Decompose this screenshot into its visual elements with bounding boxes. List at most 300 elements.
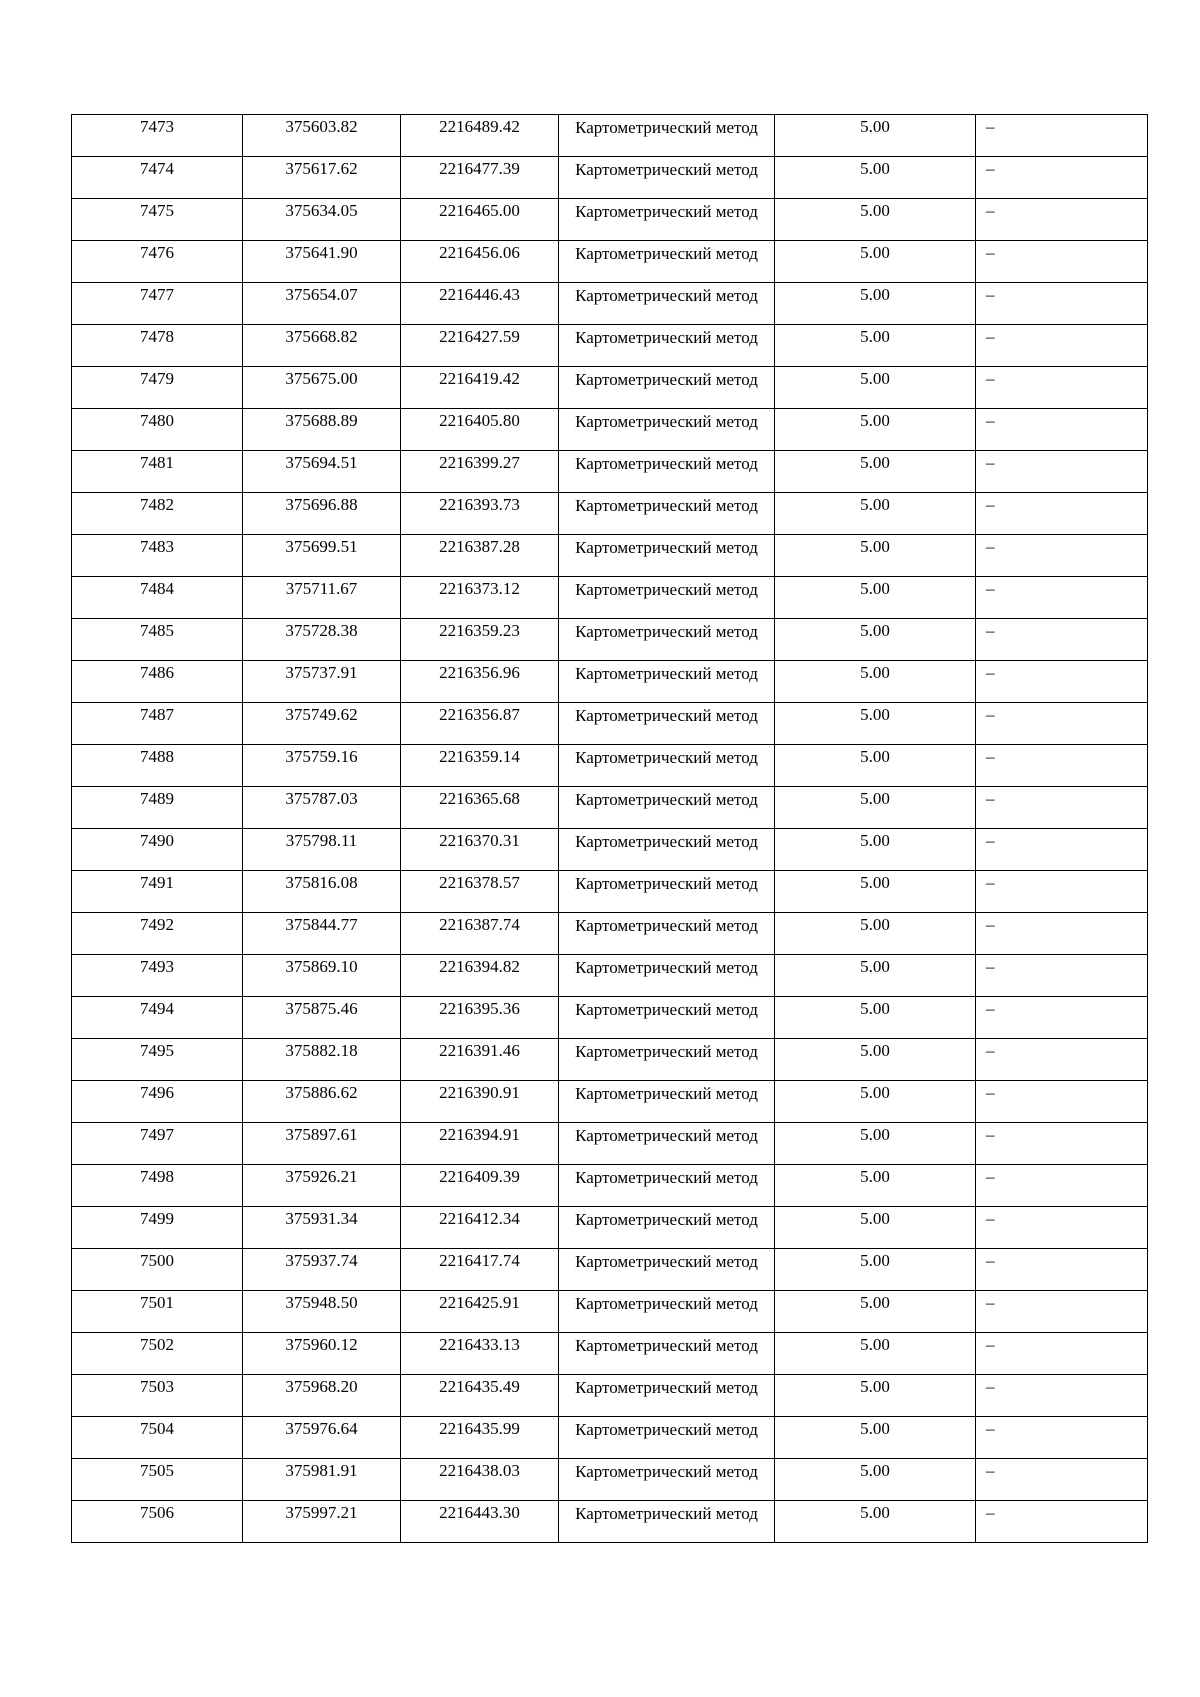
y-coordinate-cell <box>401 157 559 199</box>
accuracy: 5.00 <box>860 705 890 724</box>
accuracy: 5.00 <box>860 957 890 976</box>
x-coordinate: 375798.11 <box>285 831 358 850</box>
note-cell <box>976 577 1148 619</box>
x-coordinate: 375688.89 <box>285 411 358 430</box>
point-number: 7480 <box>140 411 174 430</box>
accuracy: 5.00 <box>860 243 890 262</box>
y-coordinate-cell <box>401 493 559 535</box>
y-coordinate-cell <box>401 1291 559 1333</box>
x-coordinate: 375997.21 <box>285 1503 358 1522</box>
method-cell <box>559 871 775 913</box>
method: Картометрический метод <box>575 1084 758 1103</box>
table-row <box>72 661 1148 703</box>
table-row <box>72 1123 1148 1165</box>
y-coordinate-cell <box>401 1165 559 1207</box>
table-row <box>72 619 1148 661</box>
x-coordinate: 375926.21 <box>285 1167 358 1186</box>
method: Картометрический метод <box>575 916 758 935</box>
y-coordinate: 2216435.99 <box>439 1419 520 1438</box>
x-coordinate: 375759.16 <box>285 747 358 766</box>
x-coordinate-cell <box>243 535 401 577</box>
method-cell <box>559 367 775 409</box>
y-coordinate-cell <box>401 787 559 829</box>
y-coordinate: 2216391.46 <box>439 1041 520 1060</box>
method: Картометрический метод <box>575 748 758 767</box>
x-coordinate: 375668.82 <box>285 327 358 346</box>
x-coordinate: 375603.82 <box>285 117 358 136</box>
table-row <box>72 745 1148 787</box>
note: – <box>986 1419 995 1438</box>
note-cell <box>976 829 1148 871</box>
y-coordinate: 2216443.30 <box>439 1503 520 1522</box>
point-number: 7504 <box>140 1419 174 1438</box>
method: Картометрический метод <box>575 412 758 431</box>
point-number-cell <box>72 661 243 703</box>
accuracy-cell <box>775 199 976 241</box>
accuracy-cell <box>775 1459 976 1501</box>
note-cell <box>976 1081 1148 1123</box>
note: – <box>986 1335 995 1354</box>
accuracy: 5.00 <box>860 1461 890 1480</box>
y-coordinate: 2216356.96 <box>439 663 520 682</box>
accuracy-cell <box>775 1417 976 1459</box>
table-row <box>72 409 1148 451</box>
note-cell <box>976 367 1148 409</box>
method-cell <box>559 577 775 619</box>
point-number-cell <box>72 1459 243 1501</box>
x-coordinate-cell <box>243 1333 401 1375</box>
y-coordinate-cell <box>401 1459 559 1501</box>
y-coordinate: 2216387.74 <box>439 915 520 934</box>
y-coordinate: 2216489.42 <box>439 117 520 136</box>
point-number: 7489 <box>140 789 174 808</box>
point-number: 7499 <box>140 1209 174 1228</box>
table-row <box>72 157 1148 199</box>
accuracy-cell <box>775 1249 976 1291</box>
table-row <box>72 325 1148 367</box>
point-number-cell <box>72 1207 243 1249</box>
method-cell <box>559 1375 775 1417</box>
table-body <box>72 115 1148 1543</box>
method-cell <box>559 115 775 157</box>
accuracy: 5.00 <box>860 873 890 892</box>
note: – <box>986 831 995 850</box>
x-coordinate-cell <box>243 1291 401 1333</box>
table-row <box>72 199 1148 241</box>
method: Картометрический метод <box>575 244 758 263</box>
x-coordinate-cell <box>243 913 401 955</box>
note-cell <box>976 703 1148 745</box>
note-cell <box>976 661 1148 703</box>
note-cell <box>976 619 1148 661</box>
method: Картометрический метод <box>575 706 758 725</box>
note-cell <box>976 1417 1148 1459</box>
x-coordinate-cell <box>243 1375 401 1417</box>
table-row <box>72 241 1148 283</box>
point-number-cell <box>72 913 243 955</box>
x-coordinate-cell <box>243 577 401 619</box>
method-cell <box>559 1501 775 1543</box>
note: – <box>986 915 995 934</box>
note: – <box>986 369 995 388</box>
point-number: 7492 <box>140 915 174 934</box>
y-coordinate-cell <box>401 1417 559 1459</box>
x-coordinate-cell <box>243 871 401 913</box>
y-coordinate-cell <box>401 745 559 787</box>
point-number-cell <box>72 1375 243 1417</box>
note: – <box>986 495 995 514</box>
x-coordinate: 375882.18 <box>285 1041 358 1060</box>
accuracy-cell <box>775 535 976 577</box>
accuracy-cell <box>775 619 976 661</box>
note: – <box>986 957 995 976</box>
note: – <box>986 1251 995 1270</box>
table-row <box>72 1333 1148 1375</box>
y-coordinate-cell <box>401 577 559 619</box>
point-number: 7496 <box>140 1083 174 1102</box>
point-number-cell <box>72 577 243 619</box>
point-number: 7491 <box>140 873 174 892</box>
point-number-cell <box>72 1123 243 1165</box>
method: Картометрический метод <box>575 286 758 305</box>
point-number-cell <box>72 829 243 871</box>
point-number: 7473 <box>140 117 174 136</box>
x-coordinate-cell <box>243 115 401 157</box>
table-row <box>72 997 1148 1039</box>
accuracy: 5.00 <box>860 369 890 388</box>
x-coordinate-cell <box>243 1165 401 1207</box>
x-coordinate-cell <box>243 157 401 199</box>
table-row <box>72 1081 1148 1123</box>
y-coordinate-cell <box>401 367 559 409</box>
accuracy-cell <box>775 241 976 283</box>
note: – <box>986 621 995 640</box>
y-coordinate-cell <box>401 1501 559 1543</box>
accuracy: 5.00 <box>860 1419 890 1438</box>
method-cell <box>559 1417 775 1459</box>
x-coordinate-cell <box>243 451 401 493</box>
method: Картометрический метод <box>575 1042 758 1061</box>
method-cell <box>559 1249 775 1291</box>
x-coordinate: 375897.61 <box>285 1125 358 1144</box>
point-number-cell <box>72 157 243 199</box>
x-coordinate: 375886.62 <box>285 1083 358 1102</box>
note: – <box>986 789 995 808</box>
accuracy: 5.00 <box>860 1167 890 1186</box>
method: Картометрический метод <box>575 118 758 137</box>
y-coordinate-cell <box>401 1207 559 1249</box>
x-coordinate: 375976.64 <box>285 1419 358 1438</box>
accuracy: 5.00 <box>860 747 890 766</box>
x-coordinate: 375749.62 <box>285 705 358 724</box>
y-coordinate: 2216427.59 <box>439 327 520 346</box>
note: – <box>986 747 995 766</box>
point-number: 7487 <box>140 705 174 724</box>
accuracy: 5.00 <box>860 831 890 850</box>
accuracy-cell <box>775 955 976 997</box>
note: – <box>986 1083 995 1102</box>
note: – <box>986 411 995 430</box>
note: – <box>986 1209 995 1228</box>
y-coordinate: 2216365.68 <box>439 789 520 808</box>
method: Картометрический метод <box>575 1420 758 1439</box>
point-number: 7478 <box>140 327 174 346</box>
x-coordinate: 375931.34 <box>285 1209 358 1228</box>
x-coordinate: 375634.05 <box>285 201 358 220</box>
table-row <box>72 1207 1148 1249</box>
method-cell <box>559 409 775 451</box>
y-coordinate: 2216399.27 <box>439 453 520 472</box>
method-cell <box>559 913 775 955</box>
point-number: 7475 <box>140 201 174 220</box>
y-coordinate-cell <box>401 1375 559 1417</box>
y-coordinate-cell <box>401 409 559 451</box>
y-coordinate: 2216393.73 <box>439 495 520 514</box>
method-cell <box>559 1291 775 1333</box>
method: Картометрический метод <box>575 1000 758 1019</box>
y-coordinate-cell <box>401 1039 559 1081</box>
x-coordinate: 375981.91 <box>285 1461 358 1480</box>
table-row <box>72 1417 1148 1459</box>
note: – <box>986 1041 995 1060</box>
accuracy: 5.00 <box>860 411 890 430</box>
accuracy-cell <box>775 493 976 535</box>
x-coordinate-cell <box>243 283 401 325</box>
method: Картометрический метод <box>575 1126 758 1145</box>
point-number: 7482 <box>140 495 174 514</box>
method-cell <box>559 325 775 367</box>
table-row <box>72 283 1148 325</box>
method: Картометрический метод <box>575 790 758 809</box>
x-coordinate-cell <box>243 1501 401 1543</box>
method: Картометрический метод <box>575 370 758 389</box>
method: Картометрический метод <box>575 1336 758 1355</box>
accuracy: 5.00 <box>860 453 890 472</box>
y-coordinate-cell <box>401 619 559 661</box>
y-coordinate: 2216395.36 <box>439 999 520 1018</box>
point-number: 7474 <box>140 159 174 178</box>
accuracy: 5.00 <box>860 621 890 640</box>
note-cell <box>976 955 1148 997</box>
point-number: 7490 <box>140 831 174 850</box>
y-coordinate: 2216394.91 <box>439 1125 520 1144</box>
y-coordinate: 2216477.39 <box>439 159 520 178</box>
point-number-cell <box>72 325 243 367</box>
accuracy-cell <box>775 1291 976 1333</box>
method-cell <box>559 157 775 199</box>
note-cell <box>976 325 1148 367</box>
note-cell <box>976 493 1148 535</box>
x-coordinate-cell <box>243 493 401 535</box>
accuracy-cell <box>775 871 976 913</box>
point-number: 7486 <box>140 663 174 682</box>
y-coordinate: 2216417.74 <box>439 1251 520 1270</box>
accuracy-cell <box>775 367 976 409</box>
method-cell <box>559 1081 775 1123</box>
x-coordinate-cell <box>243 661 401 703</box>
y-coordinate: 2216373.12 <box>439 579 520 598</box>
x-coordinate-cell <box>243 1207 401 1249</box>
note-cell <box>976 1459 1148 1501</box>
method-cell <box>559 619 775 661</box>
x-coordinate-cell <box>243 409 401 451</box>
point-number-cell <box>72 1291 243 1333</box>
note-cell <box>976 451 1148 493</box>
table-row <box>72 1501 1148 1543</box>
point-number-cell <box>72 1081 243 1123</box>
y-coordinate-cell <box>401 703 559 745</box>
point-number-cell <box>72 871 243 913</box>
y-coordinate-cell <box>401 955 559 997</box>
note: – <box>986 537 995 556</box>
table-row <box>72 871 1148 913</box>
accuracy: 5.00 <box>860 117 890 136</box>
accuracy: 5.00 <box>860 663 890 682</box>
x-coordinate-cell <box>243 1249 401 1291</box>
point-number-cell <box>72 199 243 241</box>
point-number: 7488 <box>140 747 174 766</box>
table-row <box>72 115 1148 157</box>
x-coordinate: 375675.00 <box>285 369 358 388</box>
note-cell <box>976 1501 1148 1543</box>
accuracy-cell <box>775 1165 976 1207</box>
note-cell <box>976 1249 1148 1291</box>
x-coordinate: 375875.46 <box>285 999 358 1018</box>
note-cell <box>976 535 1148 577</box>
accuracy-cell <box>775 1123 976 1165</box>
point-number-cell <box>72 619 243 661</box>
x-coordinate-cell <box>243 955 401 997</box>
method-cell <box>559 661 775 703</box>
method: Картометрический метод <box>575 1210 758 1229</box>
note: – <box>986 1125 995 1144</box>
y-coordinate: 2216446.43 <box>439 285 520 304</box>
method: Картометрический метод <box>575 1168 758 1187</box>
accuracy-cell <box>775 997 976 1039</box>
point-number-cell <box>72 115 243 157</box>
method: Картометрический метод <box>575 1462 758 1481</box>
y-coordinate: 2216405.80 <box>439 411 520 430</box>
y-coordinate: 2216390.91 <box>439 1083 520 1102</box>
method: Картометрический метод <box>575 202 758 221</box>
method-cell <box>559 787 775 829</box>
note: – <box>986 159 995 178</box>
point-number: 7483 <box>140 537 174 556</box>
x-coordinate-cell <box>243 619 401 661</box>
y-coordinate: 2216370.31 <box>439 831 520 850</box>
method-cell <box>559 283 775 325</box>
note: – <box>986 117 995 136</box>
point-number-cell <box>72 451 243 493</box>
x-coordinate-cell <box>243 1081 401 1123</box>
point-number: 7500 <box>140 1251 174 1270</box>
x-coordinate: 375844.77 <box>285 915 358 934</box>
note-cell <box>976 1291 1148 1333</box>
table-row <box>72 577 1148 619</box>
x-coordinate-cell <box>243 199 401 241</box>
x-coordinate: 375728.38 <box>285 621 358 640</box>
table-row <box>72 787 1148 829</box>
method-cell <box>559 535 775 577</box>
table-row <box>72 1459 1148 1501</box>
accuracy: 5.00 <box>860 327 890 346</box>
y-coordinate-cell <box>401 1081 559 1123</box>
x-coordinate-cell <box>243 997 401 1039</box>
accuracy-cell <box>775 1081 976 1123</box>
table-row <box>72 955 1148 997</box>
x-coordinate: 375968.20 <box>285 1377 358 1396</box>
point-number-cell <box>72 1249 243 1291</box>
method: Картометрический метод <box>575 832 758 851</box>
y-coordinate-cell <box>401 451 559 493</box>
y-coordinate: 2216378.57 <box>439 873 520 892</box>
method-cell <box>559 1333 775 1375</box>
method-cell <box>559 241 775 283</box>
table-row <box>72 703 1148 745</box>
accuracy: 5.00 <box>860 1083 890 1102</box>
method-cell <box>559 745 775 787</box>
note-cell <box>976 1165 1148 1207</box>
x-coordinate-cell <box>243 367 401 409</box>
point-number-cell <box>72 1039 243 1081</box>
x-coordinate: 375737.91 <box>285 663 358 682</box>
x-coordinate-cell <box>243 703 401 745</box>
x-coordinate-cell <box>243 745 401 787</box>
point-number-cell <box>72 1333 243 1375</box>
accuracy: 5.00 <box>860 999 890 1018</box>
accuracy-cell <box>775 1375 976 1417</box>
accuracy-cell <box>775 913 976 955</box>
x-coordinate: 375696.88 <box>285 495 358 514</box>
table-row <box>72 1039 1148 1081</box>
point-number: 7485 <box>140 621 174 640</box>
point-number-cell <box>72 409 243 451</box>
y-coordinate-cell <box>401 871 559 913</box>
note: – <box>986 1461 995 1480</box>
table-row <box>72 535 1148 577</box>
note-cell <box>976 787 1148 829</box>
note-cell <box>976 199 1148 241</box>
x-coordinate-cell <box>243 1459 401 1501</box>
x-coordinate-cell <box>243 829 401 871</box>
y-coordinate-cell <box>401 115 559 157</box>
table-row <box>72 1375 1148 1417</box>
method-cell <box>559 1123 775 1165</box>
y-coordinate: 2216394.82 <box>439 957 520 976</box>
x-coordinate: 375694.51 <box>285 453 358 472</box>
accuracy-cell <box>775 1207 976 1249</box>
note: – <box>986 1293 995 1312</box>
x-coordinate: 375787.03 <box>285 789 358 808</box>
note-cell <box>976 1333 1148 1375</box>
point-number: 7495 <box>140 1041 174 1060</box>
y-coordinate: 2216456.06 <box>439 243 520 262</box>
method: Картометрический метод <box>575 1294 758 1313</box>
y-coordinate-cell <box>401 829 559 871</box>
x-coordinate-cell <box>243 1039 401 1081</box>
accuracy-cell <box>775 157 976 199</box>
method-cell <box>559 1165 775 1207</box>
note-cell <box>976 1375 1148 1417</box>
method-cell <box>559 1039 775 1081</box>
y-coordinate: 2216412.34 <box>439 1209 520 1228</box>
method: Картометрический метод <box>575 1378 758 1397</box>
accuracy: 5.00 <box>860 159 890 178</box>
accuracy: 5.00 <box>860 495 890 514</box>
table-row <box>72 367 1148 409</box>
y-coordinate-cell <box>401 241 559 283</box>
note: – <box>986 663 995 682</box>
